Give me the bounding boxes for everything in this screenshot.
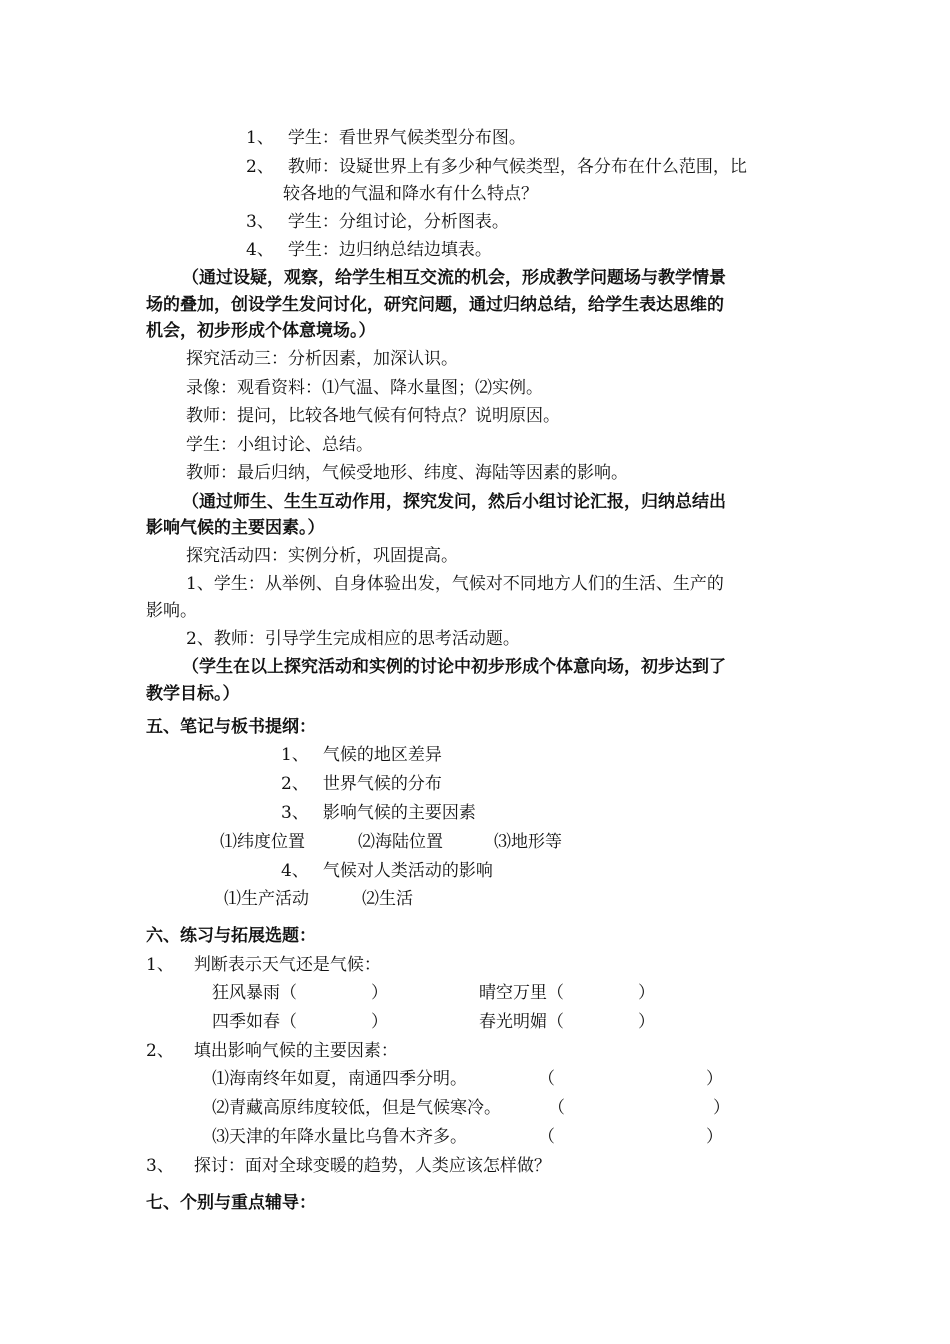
question-text: 探讨：面对全球变暖的趋势，人类应该怎样做？ <box>193 1156 551 1176</box>
activity-title: 探究活动四：实例分析，巩固提高。 <box>186 546 458 566</box>
activity-line: 1、学生：从举例、自身体验出发，气候对不同地方人们的生活、生产的 <box>186 574 724 594</box>
fill-item-text: ⑴海南终年如夏，南通四季分明。 <box>212 1069 467 1089</box>
item-text: 学生：分组讨论，分析图表。 <box>287 212 509 232</box>
outline-item <box>281 744 442 766</box>
design-note-line: 场的叠加，创设学生发问讨化，研究问题，通过归纳总结，给学生表达思维的 <box>146 295 724 315</box>
design-note-line: 教学目标。） <box>146 684 240 704</box>
section-heading: 六、练习与拓展选题： <box>146 926 316 946</box>
close-paren: ） <box>713 1098 730 1118</box>
item-number: 1、 <box>281 745 309 765</box>
item-number: 4、 <box>246 240 274 260</box>
close-paren: ） <box>706 1127 723 1147</box>
list-item <box>246 156 747 178</box>
item-number: 1、 <box>246 128 274 148</box>
item-number: 3、 <box>281 803 309 823</box>
activity-line: 教师：最后归纳，气候受地形、纬度、海陆等因素的影响。 <box>186 463 628 483</box>
exercise-question <box>146 1155 551 1177</box>
open-paren: （ <box>538 1127 555 1147</box>
item-text: 教师：设疑世界上有多少种气候类型，各分布在什么范围，比 <box>287 157 747 177</box>
activity-line: 2、教师：引导学生完成相应的思考活动题。 <box>186 629 520 649</box>
list-item <box>246 239 492 261</box>
question-number: 1、 <box>146 955 174 975</box>
activity-type-item: ⑴生产活动 <box>224 889 309 909</box>
judge-term: 四季如春（ <box>212 1012 297 1032</box>
item-text: 世界气候的分布 <box>322 774 442 794</box>
judge-item <box>212 982 388 1004</box>
factor-item: ⑴纬度位置 <box>220 832 305 852</box>
item-text: 学生：边归纳总结边填表。 <box>287 240 492 260</box>
factor-item: ⑵海陆位置 <box>358 832 443 852</box>
judge-item <box>479 982 655 1004</box>
activity-line: 学生：小组讨论、总结。 <box>186 435 373 455</box>
item-text: 气候对人类活动的影响 <box>322 861 493 881</box>
fill-item-text: ⑵青藏高原纬度较低，但是气候寒冷。 <box>212 1098 501 1118</box>
outline-item <box>281 773 442 795</box>
question-number: 3、 <box>146 1156 174 1176</box>
judge-item <box>212 1011 388 1033</box>
fill-item-text: ⑶天津的年降水量比乌鲁木齐多。 <box>212 1127 467 1147</box>
question-text: 判断表示天气还是气候： <box>193 955 381 975</box>
judge-term: 狂风暴雨（ <box>212 983 297 1003</box>
outline-item <box>281 802 476 824</box>
activity-type-item: ⑵生活 <box>362 889 413 909</box>
activity-line: 录像：观看资料：⑴气温、降水量图；⑵实例。 <box>186 378 543 398</box>
exercise-question <box>146 954 381 976</box>
factor-item: ⑶地形等 <box>494 832 562 852</box>
question-number: 2、 <box>146 1041 174 1061</box>
activity-line: 影响。 <box>146 601 197 621</box>
item-text: 影响气候的主要因素 <box>322 803 476 823</box>
outline-item <box>281 860 493 882</box>
open-paren: （ <box>548 1098 565 1118</box>
question-text: 填出影响气候的主要因素： <box>193 1041 398 1061</box>
item-text: 学生：看世界气候类型分布图。 <box>287 128 526 148</box>
design-note-line: 影响气候的主要因素。） <box>146 518 325 538</box>
exercise-question <box>146 1040 398 1062</box>
activity-line: 教师：提问，比较各地气候有何特点？说明原因。 <box>186 406 560 426</box>
design-note-line: （学生在以上探究活动和实例的讨论中初步形成个体意向场，初步达到了 <box>182 657 726 677</box>
list-item <box>246 127 526 149</box>
item-text: 气候的地区差异 <box>322 745 442 765</box>
item-number: 2、 <box>246 157 274 177</box>
close-paren: ） <box>706 1069 723 1089</box>
item-number: 3、 <box>246 212 274 232</box>
item-number: 4、 <box>281 861 309 881</box>
judge-term: 晴空万里（ <box>479 983 564 1003</box>
section-heading: 五、笔记与板书提纲： <box>146 717 316 737</box>
design-note-line: （通过设疑，观察，给学生相互交流的机会，形成教学问题场与教学情景 <box>182 268 726 288</box>
design-note-line: 机会，初步形成个体意境场。） <box>146 321 376 341</box>
judge-term: 春光明媚（ <box>479 1012 564 1032</box>
activity-title: 探究活动三：分析因素，加深认识。 <box>186 349 458 369</box>
close-paren: ） <box>638 983 655 1003</box>
design-note-line: （通过师生、生生互动作用，探究发问，然后小组讨论汇报，归纳总结出 <box>182 492 726 512</box>
close-paren: ） <box>638 1012 655 1032</box>
close-paren: ） <box>371 1012 388 1032</box>
list-item-continuation: 较各地的气温和降水有什么特点？ <box>283 184 538 204</box>
judge-item <box>479 1011 655 1033</box>
list-item <box>246 211 509 233</box>
item-number: 2、 <box>281 774 309 794</box>
open-paren: （ <box>538 1069 555 1089</box>
section-heading: 七、个别与重点辅导： <box>146 1193 316 1213</box>
close-paren: ） <box>371 983 388 1003</box>
